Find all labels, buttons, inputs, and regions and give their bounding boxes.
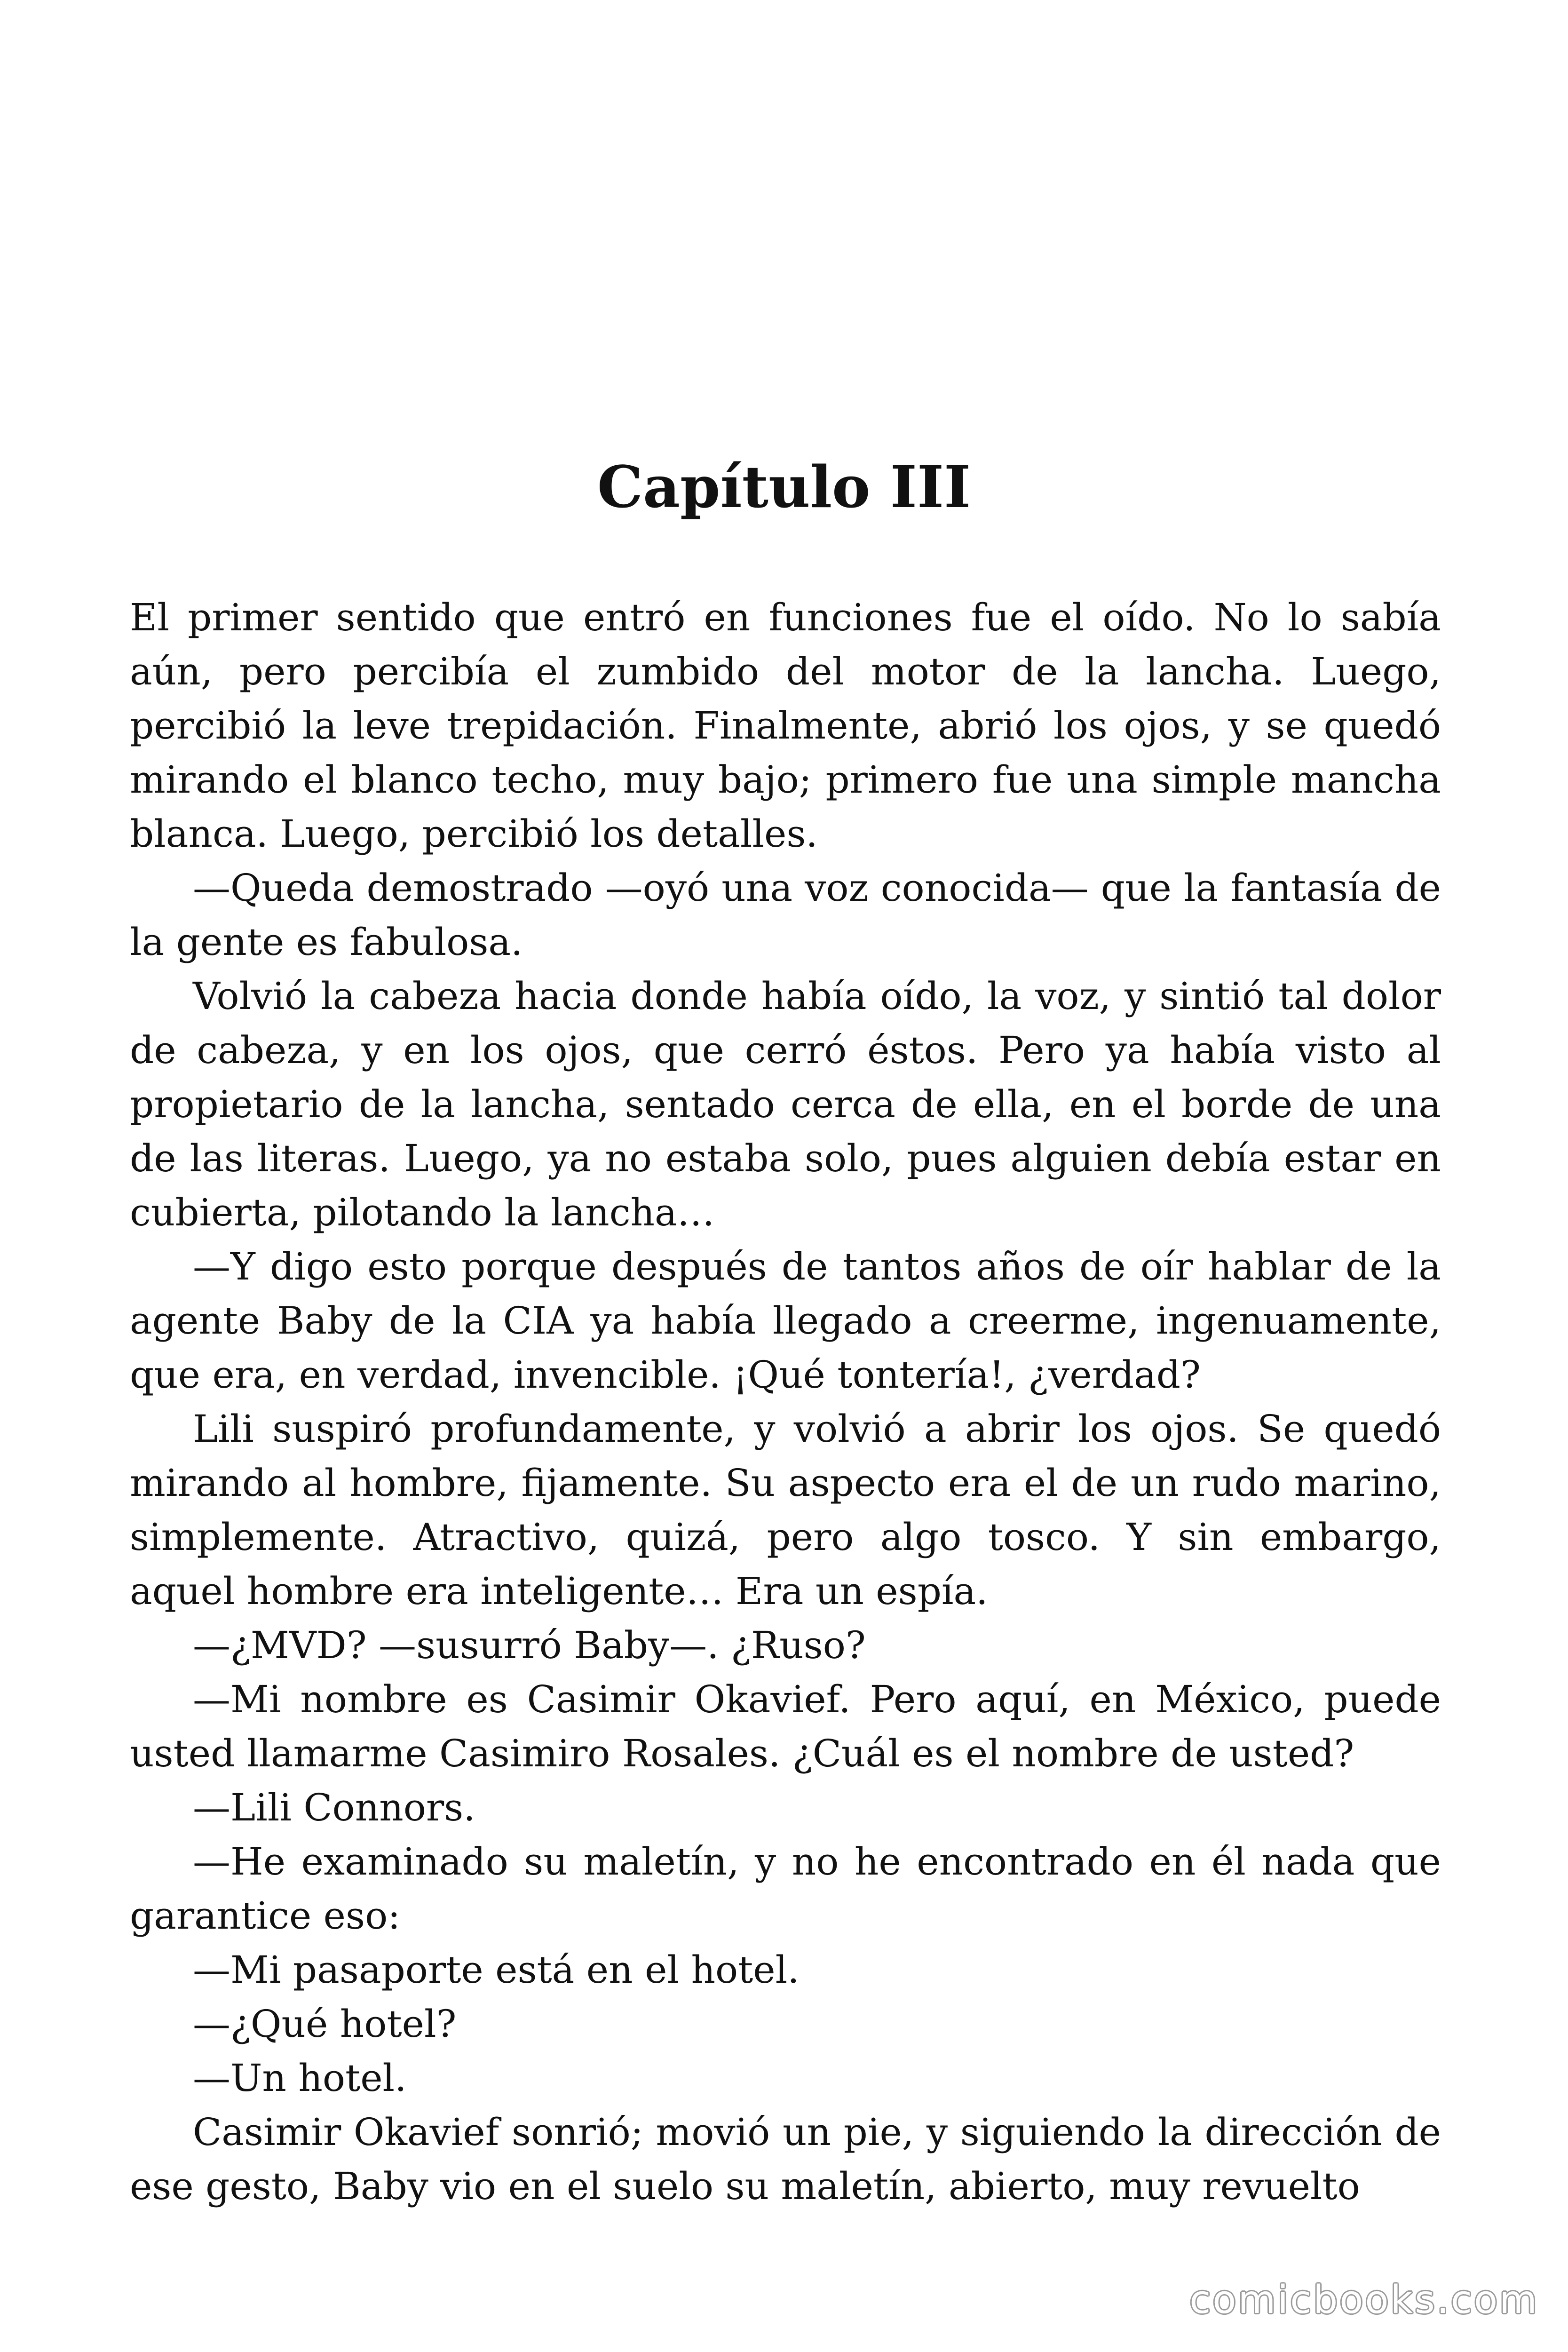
paragraph: Volvió la cabeza hacia donde había oído, la voz, y sintió tal dolor de cabeza, y en los ojos, que cerró éstos. Pero ya había visto al propietario de la lancha, sentado cerca de ella, en el borde de una de las literas. Luego, ya no estaba solo, pues alguien debía estar en cubierta, pilotando la lancha… [130,974,1441,1234]
paragraph: Lili suspiró profundamente, y volvió a abrir los ojos. Se quedó mirando al hombre, fijamente. Su aspecto era el de un rudo marino, simplemente. Atractivo, quizá, pero algo tosco. Y sin embargo, aquel hombre era inteligente… Era un espía. [130,1407,1441,1613]
paragraph: —Y digo esto porque después de tantos años de oír hablar de la agente Baby de la CIA ya había llegado a creerme, ingenuamente, que era, en verdad, invencible. ¡Qué tontería!, ¿verdad? [130,1245,1441,1397]
paragraph: —¿MVD? —susurró Baby—. ¿Ruso? [193,1623,866,1667]
watermark: comicbooks.com [1189,2278,1539,2322]
paragraph: —Mi pasaporte está en el hotel. [193,1948,800,1992]
paragraph: —Mi nombre es Casimir Okavief. Pero aquí, en México, puede usted llamarme Casimiro Rosales. ¿Cuál es el nombre de usted? [130,1677,1441,1775]
paragraph: —¿Qué hotel? [193,2002,457,2046]
paragraph: —Lili Connors. [193,1786,475,1829]
paragraph: El primer sentido que entró en funciones fue el oído. No lo sabía aún, pero percibía el zumbido del motor de la lancha. Luego, percibió la leve trepidación. Finalmente, abrió los ojos, y se quedó mirando el blanco techo, muy bajo; primero fue una simple mancha blanca. Luego, percibió los detalles. [130,596,1441,856]
paragraph: Casimir Okavief sonrió; movió un pie, y siguiendo la dirección de ese gesto, Baby vio en el suelo su maletín, abierto, muy revuelto [130,2110,1441,2208]
chapter-title: Capítulo III [597,453,971,521]
paragraph: —Un hotel. [193,2056,407,2100]
paragraph: —He examinado su maletín, y no he encontrado en él nada que garantice eso: [130,1840,1441,1938]
paragraph: —Queda demostrado —oyó una voz conocida— que la fantasía de la gente es fabulosa. [130,866,1441,964]
chapter-body [130,590,1441,2213]
